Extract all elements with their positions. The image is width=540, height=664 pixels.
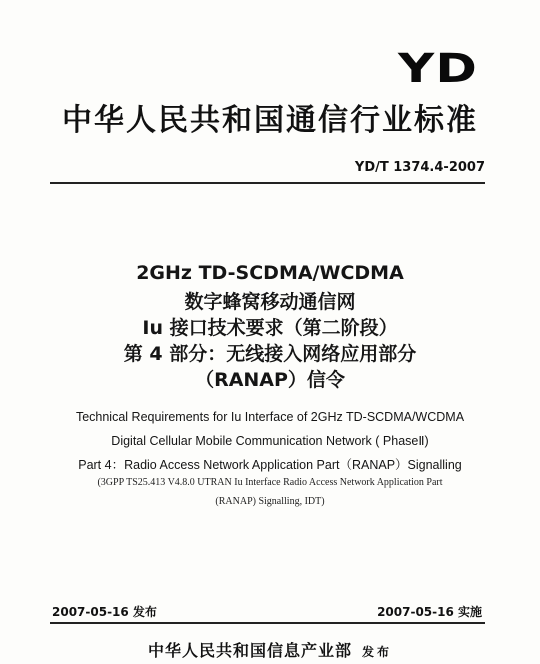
publish-date: 2007-05-16 发布 <box>52 605 157 619</box>
top-divider <box>50 182 485 184</box>
title-en-reference-1: (3GPP TS25.413 V4.8.0 UTRAN Iu Interface Radio Access Network Application Part <box>97 477 443 488</box>
title-en-line-1: Technical Requirements for Iu Interface of 2GHz TD-SCDMA/WCDMA <box>75 410 465 424</box>
title-en-reference-2: (RANAP) Signalling, IDT) <box>215 496 325 507</box>
yd-logo: YD <box>397 46 478 92</box>
title-zh-line-5: （RANAP）信令 <box>195 369 345 391</box>
title-zh-line-4: 第 4 部分：无线接入网络应用部分 <box>123 343 417 365</box>
implement-date: 2007-05-16 实施 <box>377 605 482 619</box>
title-zh-line-2: 数字蜂窝移动通信网 <box>184 291 356 313</box>
publisher-name: 中华人民共和国信息产业部 <box>147 641 352 660</box>
bottom-divider <box>50 622 485 624</box>
publisher-line <box>0 638 540 661</box>
title-en-line-3: Part 4：Radio Access Network Application Part（RANAP）Signalling <box>78 458 462 472</box>
standard-number: YD/T 1374.4-2007 <box>354 160 485 175</box>
title-en-line-2: Digital Cellular Mobile Communication Network ( PhaseⅡ) <box>111 434 429 448</box>
organization-title: 中华人民共和国通信行业标准 <box>62 103 478 138</box>
title-zh-line-3: Iu 接口技术要求（第二阶段） <box>142 317 398 339</box>
issue-label: 发布 <box>362 645 393 659</box>
title-zh-line-1: 2GHz TD-SCDMA/WCDMA <box>136 262 404 284</box>
